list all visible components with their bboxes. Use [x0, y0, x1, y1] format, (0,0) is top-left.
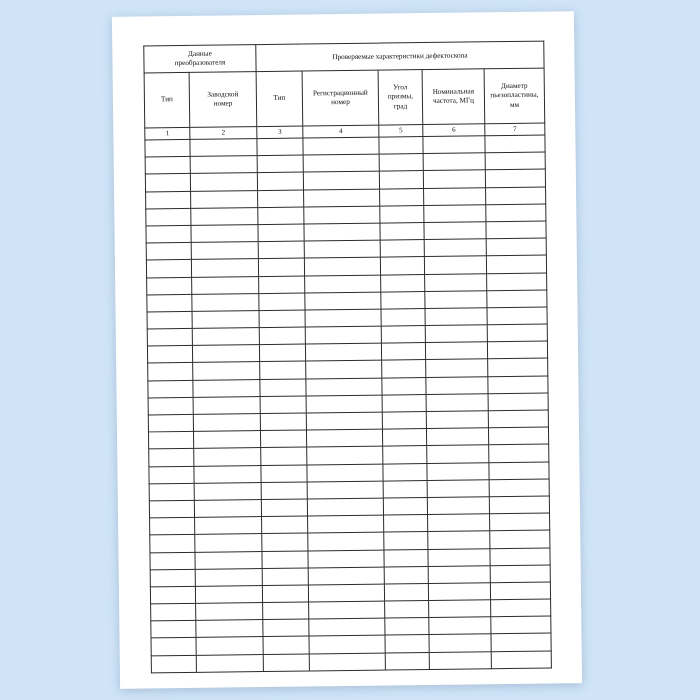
table-cell[interactable] — [195, 517, 262, 535]
table-cell[interactable] — [304, 189, 380, 207]
table-cell[interactable] — [191, 207, 258, 225]
table-cell[interactable] — [262, 516, 308, 534]
table-cell[interactable] — [303, 137, 379, 155]
table-cell[interactable] — [196, 620, 263, 638]
column-header-nominal-frequency: Номинальная частота, МГц — [422, 69, 485, 125]
table-cell[interactable] — [427, 462, 489, 480]
table-cell[interactable] — [308, 567, 384, 585]
table-cell[interactable] — [384, 532, 428, 550]
table-cell[interactable] — [486, 255, 546, 273]
table-cell[interactable] — [491, 616, 551, 634]
table-cell[interactable] — [196, 603, 263, 621]
table-cell[interactable] — [145, 174, 190, 192]
table-cell[interactable] — [195, 568, 262, 586]
table-cell[interactable] — [487, 341, 547, 359]
table-cell[interactable] — [151, 655, 196, 673]
table-cell[interactable] — [150, 569, 195, 587]
table-cell[interactable] — [303, 154, 379, 172]
table-cell[interactable] — [425, 290, 487, 308]
table-cell[interactable] — [194, 499, 261, 517]
column-number-6: 6 — [423, 124, 485, 137]
table-cell[interactable] — [490, 530, 550, 548]
table-cell[interactable] — [260, 396, 306, 414]
table-cell[interactable] — [148, 380, 193, 398]
column-number-7: 7 — [485, 123, 545, 136]
table-cell[interactable] — [192, 345, 259, 363]
table-cell[interactable] — [150, 586, 195, 604]
table-cell[interactable] — [191, 242, 258, 260]
table-cell[interactable] — [382, 360, 426, 378]
column-header-type-detector: Тип — [256, 71, 303, 127]
table-cell[interactable] — [263, 654, 309, 672]
group-header-transducer-data: Данные преобразователя — [144, 45, 256, 73]
table-cell[interactable] — [489, 479, 549, 497]
table-cell[interactable] — [261, 447, 307, 465]
table-cell[interactable] — [146, 243, 191, 261]
table-cell[interactable] — [384, 549, 428, 567]
table-cell[interactable] — [383, 497, 427, 515]
table-cell[interactable] — [488, 358, 548, 376]
table-cell[interactable] — [148, 397, 193, 415]
table-cell[interactable] — [263, 636, 309, 654]
table-cell[interactable] — [259, 344, 305, 362]
table-cell[interactable] — [380, 188, 424, 206]
table-cell[interactable] — [485, 135, 545, 153]
table-cell[interactable] — [307, 481, 383, 499]
table-cell[interactable] — [380, 240, 424, 258]
column-header-type-transducer: Тип — [144, 72, 190, 128]
table-cell[interactable] — [193, 414, 260, 432]
table-cell[interactable] — [307, 464, 383, 482]
table-cell[interactable] — [428, 531, 490, 549]
table-cell[interactable] — [491, 633, 551, 651]
table-cell[interactable] — [147, 311, 192, 329]
table-cell[interactable] — [146, 225, 191, 243]
table-cell[interactable] — [427, 480, 489, 498]
table-cell[interactable] — [383, 446, 427, 464]
table-cell[interactable] — [423, 136, 485, 154]
table-cell[interactable] — [429, 634, 491, 652]
table-cell[interactable] — [308, 550, 384, 568]
table-cell[interactable] — [425, 273, 487, 291]
table-cell[interactable] — [486, 238, 546, 256]
table-cell[interactable] — [488, 393, 548, 411]
table-cell[interactable] — [382, 394, 426, 412]
table-cell[interactable] — [193, 362, 260, 380]
table-cell[interactable] — [150, 552, 195, 570]
table-cell[interactable] — [263, 602, 309, 620]
table-cell[interactable] — [425, 325, 487, 343]
column-number-3: 3 — [257, 126, 303, 139]
table-cell[interactable] — [426, 376, 488, 394]
table-cell[interactable] — [385, 652, 429, 670]
table-cell[interactable] — [489, 496, 549, 514]
table-cell[interactable] — [381, 343, 425, 361]
table-cell[interactable] — [191, 259, 258, 277]
table-cell[interactable] — [195, 534, 262, 552]
table-cell[interactable] — [258, 241, 304, 259]
table-cell[interactable] — [192, 310, 259, 328]
table-cell[interactable] — [150, 518, 195, 536]
table-cell[interactable] — [429, 617, 491, 635]
table-cell[interactable] — [145, 139, 190, 157]
table-cell[interactable] — [427, 445, 489, 463]
table-cell[interactable] — [307, 498, 383, 516]
table-cell[interactable] — [491, 599, 551, 617]
table-cell[interactable] — [385, 601, 429, 619]
table-cell[interactable] — [304, 206, 380, 224]
table-cell[interactable] — [258, 207, 304, 225]
table-cell[interactable] — [381, 326, 425, 344]
table-cell[interactable] — [308, 532, 384, 550]
table-cell[interactable] — [259, 293, 305, 311]
table-cell[interactable] — [426, 411, 488, 429]
table-column-header-row — [144, 68, 545, 128]
table-cell[interactable] — [383, 480, 427, 498]
table-cell[interactable] — [149, 449, 194, 467]
table-cell[interactable] — [148, 363, 193, 381]
table-cell[interactable] — [490, 548, 550, 566]
table-cell[interactable] — [424, 187, 486, 205]
table-cell[interactable] — [305, 292, 381, 310]
table-cell[interactable] — [145, 157, 190, 175]
table-cell[interactable] — [190, 156, 257, 174]
table-cell[interactable] — [259, 310, 305, 328]
table-cell[interactable] — [193, 431, 260, 449]
table-cell[interactable] — [192, 276, 259, 294]
table-cell[interactable] — [486, 204, 546, 222]
group-header-flaw-detector-characteristics: Проверяемые характеристики дефектоскопа — [256, 41, 544, 72]
table-cell[interactable] — [423, 153, 485, 171]
table-cell[interactable] — [257, 172, 303, 190]
table-cell[interactable] — [260, 413, 306, 431]
table-cell[interactable] — [193, 396, 260, 414]
table-cell[interactable] — [148, 432, 193, 450]
document-page — [112, 11, 582, 689]
table-cell[interactable] — [385, 635, 429, 653]
table-cell[interactable] — [485, 152, 545, 170]
table-cell[interactable] — [425, 342, 487, 360]
table-cell[interactable] — [384, 515, 428, 533]
column-header-piezo-plate-diameter: Диаметр пьезопластины, мм — [484, 68, 545, 124]
table-cell[interactable] — [260, 379, 306, 397]
table-cell[interactable] — [426, 359, 488, 377]
table-cell[interactable] — [306, 361, 382, 379]
table-cell[interactable] — [379, 171, 423, 189]
table-cell[interactable] — [424, 256, 486, 274]
table-cell[interactable] — [425, 308, 487, 326]
table-cell[interactable] — [489, 462, 549, 480]
table-cell[interactable] — [194, 465, 261, 483]
table-cell[interactable] — [196, 654, 263, 672]
table-cell[interactable] — [488, 376, 548, 394]
table-cell[interactable] — [261, 499, 307, 517]
table-cell[interactable] — [151, 638, 196, 656]
table-cell[interactable] — [487, 307, 547, 325]
table-cell[interactable] — [257, 155, 303, 173]
table-cell[interactable] — [308, 515, 384, 533]
column-number-5: 5 — [379, 125, 423, 138]
table-cell[interactable] — [263, 619, 309, 637]
table-cell[interactable] — [195, 551, 262, 569]
table-cell[interactable] — [193, 379, 260, 397]
table-cell[interactable] — [485, 169, 545, 187]
table-cell[interactable] — [146, 191, 191, 209]
table-cell[interactable] — [146, 260, 191, 278]
column-number-1: 1 — [145, 127, 190, 140]
table-cell[interactable] — [151, 621, 196, 639]
table-cell[interactable] — [261, 482, 307, 500]
table-cell[interactable] — [309, 618, 385, 636]
table-cell[interactable] — [428, 514, 490, 532]
table-cell[interactable] — [379, 137, 423, 155]
table-cell[interactable] — [309, 601, 385, 619]
table-cell[interactable] — [382, 412, 426, 430]
table-cell[interactable] — [380, 257, 424, 275]
transducer-characteristics-table — [143, 41, 552, 674]
table-cell[interactable] — [304, 257, 380, 275]
table-cell[interactable] — [149, 483, 194, 501]
column-header-factory-number: Заводской номер — [189, 72, 257, 128]
table-cell[interactable] — [308, 584, 384, 602]
table-cell[interactable] — [261, 465, 307, 483]
table-cell[interactable] — [306, 378, 382, 396]
table-cell[interactable] — [428, 583, 490, 601]
table-cell[interactable] — [384, 583, 428, 601]
table-cell[interactable] — [147, 294, 192, 312]
table-cell[interactable] — [426, 394, 488, 412]
table-cell[interactable] — [423, 170, 485, 188]
table-cell[interactable] — [309, 635, 385, 653]
table-cell[interactable] — [428, 565, 490, 583]
table-cell[interactable] — [382, 429, 426, 447]
table-cell[interactable] — [304, 240, 380, 258]
table-cell[interactable] — [305, 343, 381, 361]
table-cell[interactable] — [259, 327, 305, 345]
table-cell[interactable] — [151, 603, 196, 621]
table-cell[interactable] — [384, 566, 428, 584]
table-cell[interactable] — [149, 500, 194, 518]
table-cell[interactable] — [488, 410, 548, 428]
table-cell[interactable] — [427, 497, 489, 515]
table-cell[interactable] — [191, 225, 258, 243]
table-row[interactable] — [151, 651, 551, 673]
table-cell[interactable] — [305, 309, 381, 327]
table-cell[interactable] — [191, 190, 258, 208]
table-cell[interactable] — [260, 430, 306, 448]
table-cell[interactable] — [491, 651, 551, 669]
table-cell[interactable] — [383, 463, 427, 481]
table-cell[interactable] — [305, 275, 381, 293]
table-cell[interactable] — [382, 377, 426, 395]
table-cell[interactable] — [150, 535, 195, 553]
table-area — [143, 41, 550, 660]
table-cell[interactable] — [490, 513, 550, 531]
table-cell[interactable] — [194, 448, 261, 466]
table-cell[interactable] — [260, 361, 306, 379]
table-cell[interactable] — [380, 205, 424, 223]
table-cell[interactable] — [487, 290, 547, 308]
table-cell[interactable] — [487, 324, 547, 342]
table-cell[interactable] — [262, 568, 308, 586]
table-cell[interactable] — [303, 171, 379, 189]
table-cell[interactable] — [262, 533, 308, 551]
table-cell[interactable] — [381, 308, 425, 326]
table-cell[interactable] — [486, 187, 546, 205]
table-cell[interactable] — [306, 395, 382, 413]
table-cell[interactable] — [487, 273, 547, 291]
table-cell[interactable] — [257, 138, 303, 156]
table-cell[interactable] — [424, 239, 486, 257]
table-cell[interactable] — [490, 565, 550, 583]
table-cell[interactable] — [385, 618, 429, 636]
table-cell[interactable] — [379, 154, 423, 172]
table-cell[interactable] — [305, 326, 381, 344]
table-cell[interactable] — [258, 258, 304, 276]
table-cell[interactable] — [195, 585, 262, 603]
table-cell[interactable] — [429, 600, 491, 618]
column-header-registration-number: Регистрационный номер — [302, 70, 379, 126]
table-cell[interactable] — [426, 428, 488, 446]
table-cell[interactable] — [309, 653, 385, 671]
table-cell[interactable] — [146, 208, 191, 226]
table-cell[interactable] — [428, 548, 490, 566]
table-cell[interactable] — [380, 222, 424, 240]
table-cell[interactable] — [192, 293, 259, 311]
table-cell[interactable] — [307, 446, 383, 464]
table-cell[interactable] — [262, 550, 308, 568]
table-cell[interactable] — [262, 585, 308, 603]
table-cell[interactable] — [306, 412, 382, 430]
column-header-prism-angle: Угол призмы, град — [378, 70, 423, 126]
table-cell[interactable] — [190, 173, 257, 191]
table-cell[interactable] — [304, 223, 380, 241]
table-cell[interactable] — [490, 582, 550, 600]
table-cell[interactable] — [381, 291, 425, 309]
table-cell[interactable] — [258, 190, 304, 208]
table-cell[interactable] — [196, 637, 263, 655]
table-cell[interactable] — [259, 276, 305, 294]
table-cell[interactable] — [424, 205, 486, 223]
table-cell[interactable] — [149, 466, 194, 484]
table-cell[interactable] — [148, 414, 193, 432]
table-cell[interactable] — [486, 221, 546, 239]
table-cell[interactable] — [306, 429, 382, 447]
table-cell[interactable] — [424, 222, 486, 240]
table-cell[interactable] — [194, 482, 261, 500]
column-number-2: 2 — [190, 127, 257, 140]
column-number-4: 4 — [303, 125, 379, 138]
table-cell[interactable] — [147, 328, 192, 346]
table-cell[interactable] — [192, 328, 259, 346]
table-cell[interactable] — [381, 274, 425, 292]
table-cell[interactable] — [147, 277, 192, 295]
table-cell[interactable] — [489, 444, 549, 462]
table-cell[interactable] — [147, 346, 192, 364]
table-cell[interactable] — [190, 139, 257, 157]
table-cell[interactable] — [488, 427, 548, 445]
table-cell[interactable] — [429, 651, 491, 669]
table-cell[interactable] — [258, 224, 304, 242]
